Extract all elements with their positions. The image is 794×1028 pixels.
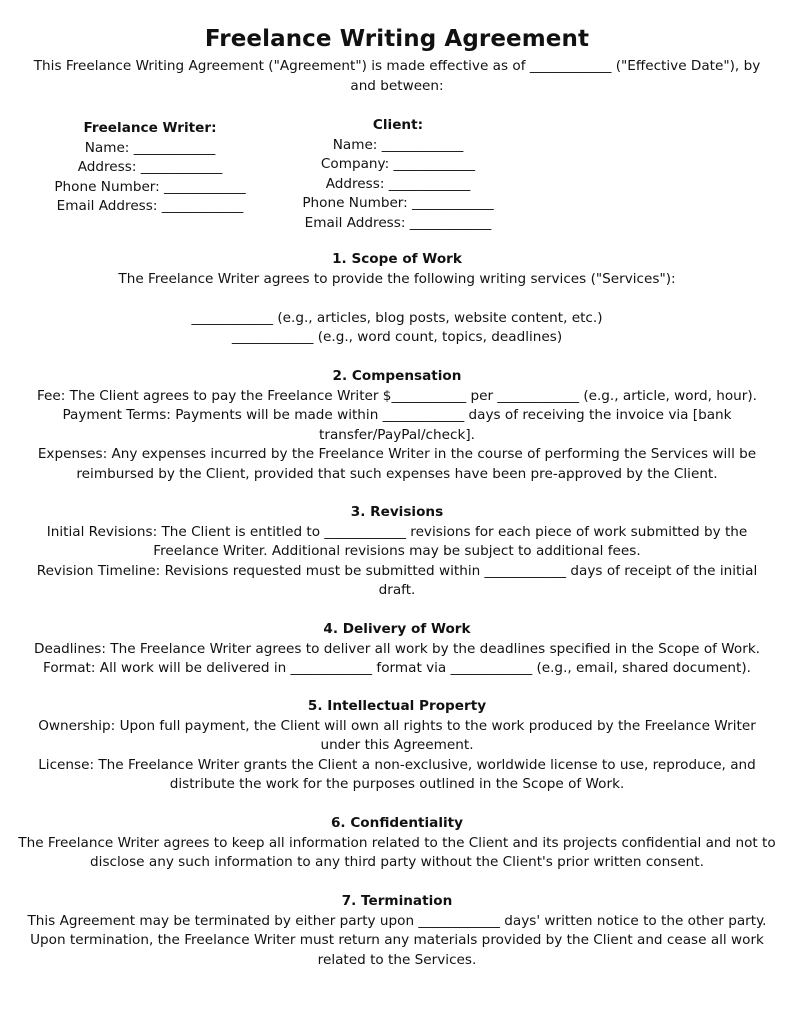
section-revisions: [18, 503, 776, 601]
section-scope-of-work: [18, 250, 776, 348]
section-heading: 2. Compensation: [332, 368, 462, 384]
section-text: Revision Timeline: Revisions requested must be submitted within ____________ days of receipt of the initial draft.: [36, 562, 758, 598]
intro-paragraph: This Freelance Writing Agreement ("Agreement") is made effective as of ____________ ("Effective Date"), by and between:: [33, 58, 761, 94]
client-phone-field: Phone Number: ____________: [302, 195, 494, 211]
section-text: The Freelance Writer agrees to keep all information related to the Client and its projects confidential and not to disclose any such information to any third party without the Client's prior written consent.: [18, 834, 776, 870]
section-heading: 7. Termination: [341, 893, 453, 909]
section-text: ____________ (e.g., articles, blog posts, website content, etc.): [191, 309, 603, 326]
client-block: [272, 116, 524, 233]
section-compensation: [18, 367, 776, 484]
section-confidentiality: [18, 814, 776, 873]
section-termination: [18, 892, 776, 970]
section-heading: 3. Revisions: [350, 504, 444, 520]
section-text: Ownership: Upon full payment, the Client will own all rights to the work produced by the Freelance Writer under this Agreement.: [38, 717, 756, 753]
client-name-field: Name: ____________: [332, 136, 464, 153]
section-delivery-of-work: [18, 620, 776, 679]
client-address-field: Address: ____________: [325, 175, 471, 192]
writer-phone-field: Phone Number: ____________: [54, 178, 246, 195]
document-title: Freelance Writing Agreement: [204, 26, 590, 52]
section-text: Expenses: Any expenses incurred by the Freelance Writer in the course of performing the Services will be reimbursed by the Client, provided that such expenses have been pre-approved by the Client.: [37, 446, 757, 482]
section-text: The Freelance Writer agrees to provide the following writing services ("Services"):: [118, 270, 676, 287]
writer-address-field: Address: ____________: [77, 159, 223, 175]
section-heading: 4. Delivery of Work: [323, 621, 471, 637]
section-intellectual-property: [18, 697, 776, 795]
section-text: Fee: The Client agrees to pay the Freelance Writer $___________ per ____________ (e.g., article, word, hour).: [36, 387, 757, 404]
writer-heading: Freelance Writer:: [83, 120, 217, 136]
section-text: Deadlines: The Freelance Writer agrees to deliver all work by the deadlines specified in the Scope of Work.: [33, 640, 761, 657]
freelance-writer-block: [24, 119, 276, 217]
section-text: ____________ (e.g., word count, topics, deadlines): [231, 329, 563, 345]
section-heading: 6. Confidentiality: [330, 815, 464, 831]
writer-name-field: Name: ____________: [84, 139, 216, 156]
section-text: Initial Revisions: The Client is entitled to ____________ revisions for each piece of work submitted by the Freelance Writer. Additional revisions may be subject to additional fees.: [46, 523, 748, 559]
section-text: License: The Freelance Writer grants the Client a non-exclusive, worldwide license to use, reproduce, and distribute the work for the purposes outlined in the Scope of Work.: [38, 756, 756, 792]
section-heading: 5. Intellectual Property: [307, 698, 487, 714]
client-heading: Client:: [372, 117, 424, 133]
section-heading: 1. Scope of Work: [332, 251, 462, 267]
section-text: Format: All work will be delivered in ____________ format via ____________ (e.g., email, shared document).: [42, 660, 752, 676]
section-text: Payment Terms: Payments will be made within ____________ days of receiving the invoice via [bank transfer/PayPal/check].: [62, 407, 732, 443]
client-company-field: Company: ____________: [320, 156, 476, 172]
client-email-field: Email Address: ____________: [304, 214, 492, 231]
writer-email-field: Email Address: ____________: [56, 198, 244, 214]
section-text: This Agreement may be terminated by either party upon ____________ days' written notice to the other party. Upon termination, the Freelance Writer must return any materials provided by the Client and cease all work related to the Services.: [27, 912, 767, 968]
